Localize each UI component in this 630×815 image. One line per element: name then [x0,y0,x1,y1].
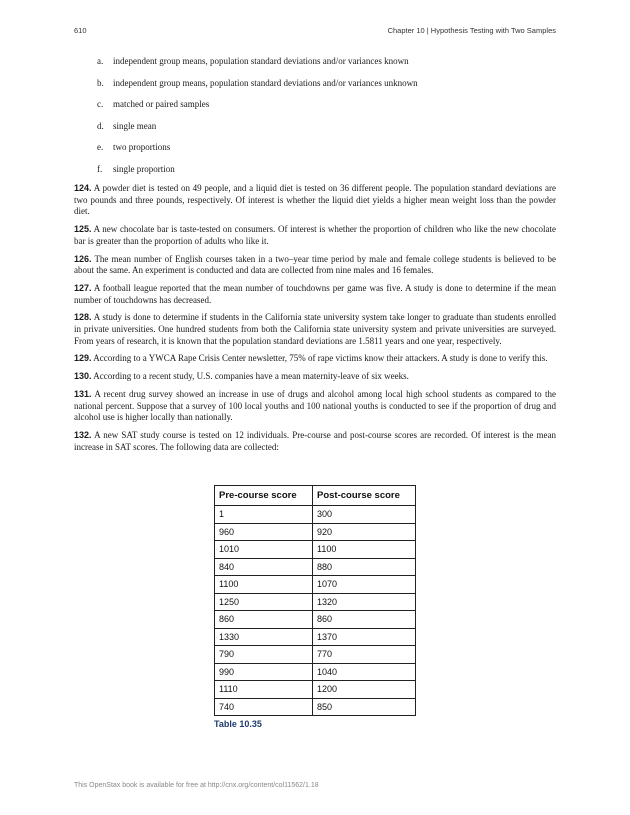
problem-132 [74,430,556,453]
table-row [215,646,416,664]
problem-text: A powder diet is tested on 49 people, and a liquid diet is tested on 36 different people. The population standard deviations are two pounds and three pounds, respectively. Of interest is whether the liquid diet yields a higher mean weight loss than the powder diet. [74,183,556,217]
table-row [215,681,416,699]
page-number: 610 [74,26,87,35]
problem-130 [74,371,556,383]
problem-text: A football league reported that the mean number of touchdowns per game was five. A study is done to determine if the mean number of touchdowns has decreased. [74,282,556,305]
table-caption: Table 10.35 [214,719,262,729]
table-cell: 1250 [215,593,313,611]
table-cell: 300 [313,506,416,524]
table-row [215,523,416,541]
problem-number: 127. [74,282,92,293]
table-cell: 860 [313,611,416,629]
option-text: independent group means, population standard deviations and/or variances unknown [113,77,418,88]
problem-text: A new SAT study course is tested on 12 individuals. Pre-course and post-course scores are recorded. Of interest is the mean increase in SAT scores. The following data are collected: [74,429,556,452]
problem-131 [74,389,556,424]
problem-124 [74,183,556,218]
problem-text: A new chocolate bar is taste-tested on consumers. Of interest is whether the proportion of children who like the new chocolate bar is greater than the proportion of adults who like it. [74,224,556,246]
table-cell: 790 [215,646,313,664]
problem-number: 124. [74,183,92,193]
problem-number: 130. [74,371,92,382]
option-text: single mean [113,120,157,131]
option-a: a. independent group means, population standard deviations and/or variances known [97,56,409,66]
table-row [215,628,416,646]
table-cell: 880 [313,558,416,576]
option-f: f. single proportion [97,163,175,174]
table-cell: 1110 [215,681,313,699]
table-row [215,593,416,611]
table-cell: 990 [215,663,313,681]
option-text: single proportion [113,163,175,174]
table-row [215,611,416,629]
table-cell: 960 [215,523,313,541]
option-e: e. two proportions [97,142,171,153]
chapter-title: Chapter 10 | Hypothesis Testing with Two Samples [387,26,556,35]
table-row [215,506,416,524]
option-c: c. matched or paired samples [97,99,210,110]
problem-126 [74,254,556,277]
option-text: independent group means, population standard deviations and/or variances known [113,56,409,66]
problem-125 [74,224,556,247]
problem-129 [74,353,556,365]
table-cell: 1330 [215,628,313,646]
table-cell: 1200 [313,681,416,699]
option-d: d. single mean [97,120,157,131]
problem-text: According to a recent study, U.S. companies have a mean maternity-leave of six weeks. [93,371,409,382]
table-cell: 740 [215,698,313,716]
table-row [215,698,416,716]
table-cell: 860 [215,611,313,629]
problem-text: A study is done to determine if students in the California state university system take longer to graduate than students enrolled in private universities. One hundred students from both the California state university system and private universities are surveyed. From years of research, it is known that the population standard deviations are 1.5811 years and one year, respectively. [74,312,556,346]
table-cell: 1100 [215,576,313,594]
problem-number: 126. [74,253,92,264]
column-header: Post-course score [313,486,416,506]
table-cell: 1010 [215,541,313,559]
problem-text: A recent drug survey showed an increase in use of drugs and alcohol among local high school students as compared to the national percent. Suppose that a survey of 100 local youths and 100 national youths is conducted to see if the proportion of drug and alcohol use is higher locally than nationally. [74,388,556,423]
problem-text: The mean number of English courses taken in a two–year time period by male and female college students is believed to be about the same. An experiment is conducted and data are collected from nine males and 16 females. [74,253,557,276]
problem-number: 129. [74,353,92,364]
table-cell: 1370 [313,628,416,646]
table-row [215,558,416,576]
column-header: Pre-course score [215,486,313,506]
table-cell: 1070 [313,576,416,594]
table-cell: 770 [313,646,416,664]
page-footer: This OpenStax book is available for free at http://cnx.org/content/col11562/1.18 [74,782,319,789]
problem-number: 132. [74,429,92,440]
table-cell: 1320 [313,593,416,611]
table-row [215,576,416,594]
option-b: b. independent group means, population standard deviations and/or variances unknown [97,77,418,88]
page-header [74,26,556,38]
problem-list [74,183,556,459]
table-cell: 1 [215,506,313,524]
table-header-row [215,486,416,506]
problem-number: 131. [74,388,92,399]
table-row [215,663,416,681]
table-cell: 920 [313,523,416,541]
option-text: matched or paired samples [113,99,210,110]
problem-127 [74,283,556,306]
problem-number: 125. [74,224,92,235]
option-text: two proportions [113,142,171,153]
problem-128 [74,312,556,347]
sat-scores-table [214,485,416,716]
problem-text: According to a YWCA Rape Crisis Center newsletter, 75% of rape victims know their attackers. A study is done to verify this. [93,353,548,364]
answer-options-list [97,56,557,186]
table-row [215,541,416,559]
table-cell: 1100 [313,541,416,559]
table-cell: 840 [215,558,313,576]
problem-number: 128. [74,312,92,323]
table-cell: 1040 [313,663,416,681]
table-cell: 850 [313,698,416,716]
